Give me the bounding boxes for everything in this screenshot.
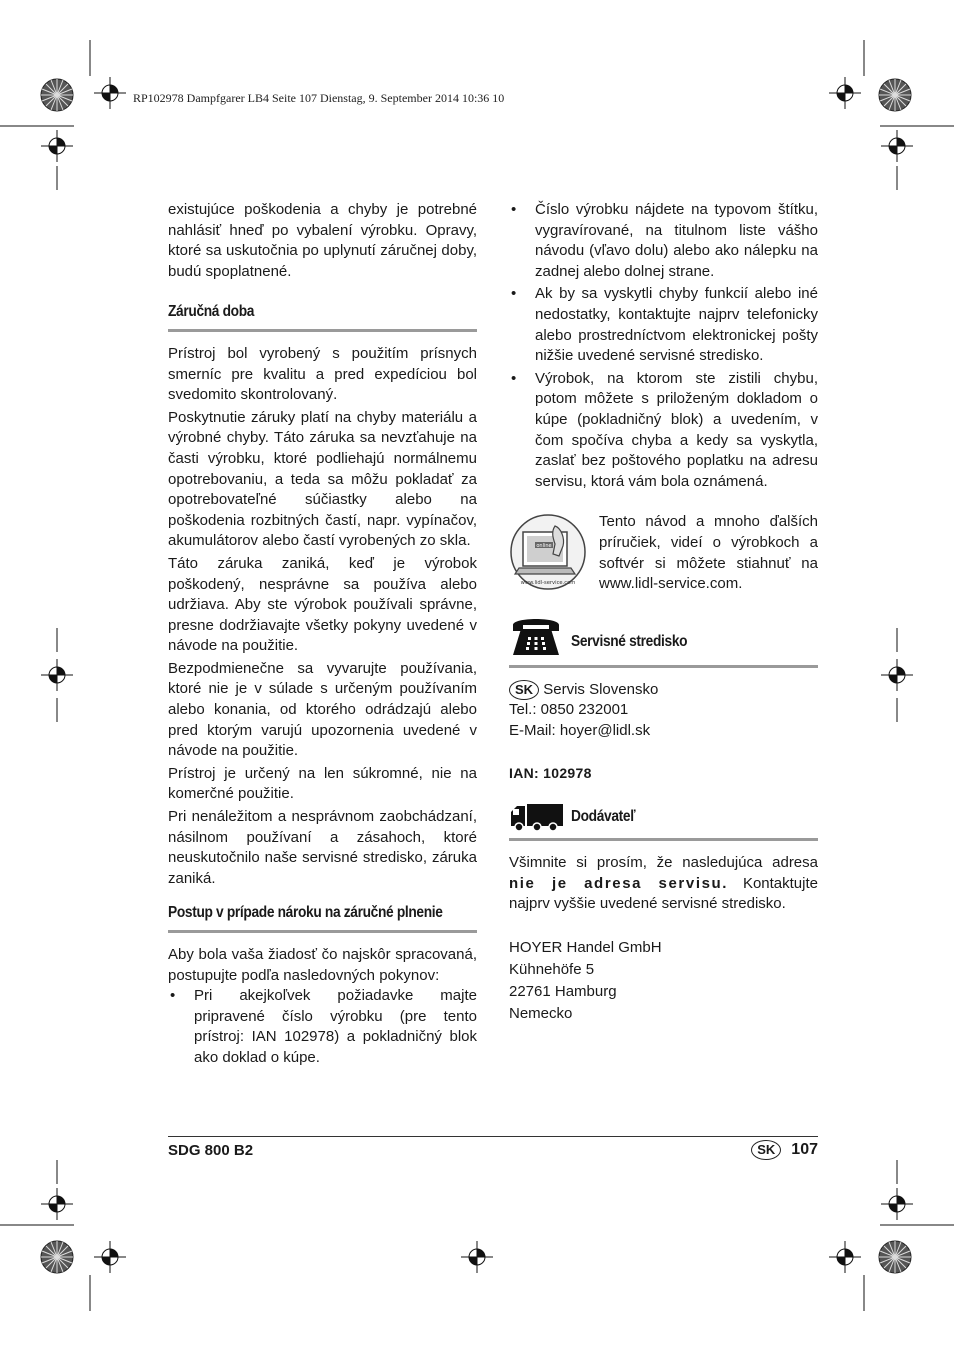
- warranty-heading-block: [168, 302, 477, 332]
- claim-heading-block: [168, 903, 477, 933]
- service-contact: [509, 680, 818, 742]
- right-column: [509, 200, 818, 1025]
- service-heading: Servisné stredisko: [571, 633, 688, 651]
- page-number: 107: [791, 1141, 818, 1158]
- footer-page-info: [751, 1140, 818, 1160]
- footer-country-badge: SK: [751, 1140, 781, 1160]
- online-badge-text: online: [536, 543, 552, 550]
- online-logo-url: www.lidl-service.com: [520, 580, 576, 587]
- intro-paragraph: existujúce poškodenia a chyby je potrebné nahlásiť hneď po vybalení výrobku. Opravy, ktoré sa uskutočnia po uplynutí záručnej doby, budú spoplatnené.: [168, 201, 477, 280]
- supplier-note-start: Všimnite si prosím, že nasledujúca adresa: [509, 854, 818, 872]
- telephone-icon: [509, 613, 563, 659]
- address-line: Nemecko: [509, 1004, 573, 1022]
- supplier-heading-block: [509, 802, 818, 841]
- footer-rule: [168, 1136, 818, 1137]
- claim-steps-list: [509, 200, 818, 492]
- service-phone: Tel.: 0850 232001: [509, 701, 629, 719]
- warranty-paragraph: Bezpodmienečne sa vyvarujte používania, ktoré nie je v súlade s určeným používaním alebo konania, od ktorého odrádzajú alebo pred ktorým varujú upozornenia uvedené v návode na použitie.: [168, 659, 477, 760]
- list-item: • Pri akejkoľvek požiadavke majte pripravené číslo výrobku (pre tento prístroj: IAN 102978) a pokladničný blok ako doklad o kúpe.: [168, 986, 477, 1068]
- supplier-address: [509, 937, 818, 1025]
- warranty-paragraph: Prístroj bol vyrobený s použitím prísnych smerníc pre kvalitu a pred expedíciou bol svedomito skontrolovaný.: [168, 344, 477, 404]
- lidl-online-logo: [509, 512, 587, 592]
- truck-icon: [509, 802, 565, 832]
- service-name: Servis Slovensko: [543, 680, 659, 698]
- address-line: HOYER Handel GmbH: [509, 938, 662, 956]
- claim-bullet-list: [168, 986, 477, 1068]
- list-item: • Číslo výrobku nájdete na typovom štítku, vygravírované, na titulnom liste vášho návodu (vľavo dolu) alebo ako nálepku na zadnej alebo dolnej strane.: [509, 200, 818, 282]
- list-item: • Výrobok, na ktorom ste zistili chybu, potom môžete s priloženým dokladom o kúpe (pokladničný blok) a uvedením, v čom spočíva chyba a kedy sa vyskytla, zaslať bez poštového poplatku na adresu servisu, ktorá vám bola oznámená.: [509, 369, 818, 493]
- ian-number: IAN: 102978: [509, 765, 592, 782]
- supplier-note-end: Kontaktujte najprv vyššie uvedené servisné stredisko.: [509, 874, 818, 913]
- claim-heading: Postup v prípade nároku na záručné plnenie: [168, 904, 443, 922]
- supplier-note-bold: nie je adresa servisu.: [509, 874, 729, 892]
- supplier-heading: Dodávateľ: [571, 808, 636, 826]
- footer-model: SDG 800 B2: [168, 1142, 254, 1159]
- country-badge: SK: [509, 680, 539, 700]
- online-service-block: [509, 512, 818, 594]
- warranty-paragraph: Poskytnutie záruky platí na chyby materiálu a výrobné chyby. Táto záruka sa nevzťahuje na časti výrobku, ktoré podliehajú normálnemu opotrebovaniu, a teda sa môžu pokladať za opotrebovateľné súčiastky alebo na poškodenia rozbitných častí, napr. vypínačov, akumulátorov alebo častí vyrobených zo skla.: [168, 408, 477, 550]
- warranty-heading: Záručná doba: [168, 303, 255, 321]
- address-line: Kühnehöfe 5: [509, 960, 595, 978]
- warranty-paragraph: Prístroj je určený na len súkromné, nie na komerčné použitie.: [168, 764, 477, 803]
- service-email: E-Mail: hoyer@lidl.sk: [509, 721, 651, 739]
- print-info-line: RP102978 Dampfgarer LB4 Seite 107 Dienstag, 9. September 2014 10:36 10: [133, 91, 505, 105]
- claim-intro: Aby bola vaša žiadosť čo najskôr spracovaná, postupujte podľa nasledovných pokynov:: [168, 946, 477, 984]
- supplier-note: [509, 853, 818, 915]
- list-item: • Ak by sa vyskytli chyby funkcií alebo iné nedostatky, kontaktujte najprv telefonicky alebo prostredníctvom elektronickej pošty nižšie uvedené servisné stredisko.: [509, 284, 818, 366]
- warranty-paragraph: Pri nenáležitom a nesprávnom zaobchádzaní, násilnom používaní a zásahoch, ktoré neuskutočnilo naše servisné stredisko, záruka zaniká.: [168, 808, 477, 887]
- service-heading-block: [509, 613, 818, 668]
- warranty-paragraph: Táto záruka zaniká, keď je výrobok poškodený, nesprávne sa používa alebo udržiava. Aby ste výrobok používali správne, presne dodržiavajte všetky pokyny uvedené v návode na použitie.: [168, 554, 477, 655]
- online-text: Tento návod a mnoho ďalších príručiek, videí o výrobkoch a softvér si môžete stiahnuť na www.lidl-service.com.: [599, 513, 818, 593]
- left-column: [168, 200, 477, 1071]
- address-line: 22761 Hamburg: [509, 982, 617, 1000]
